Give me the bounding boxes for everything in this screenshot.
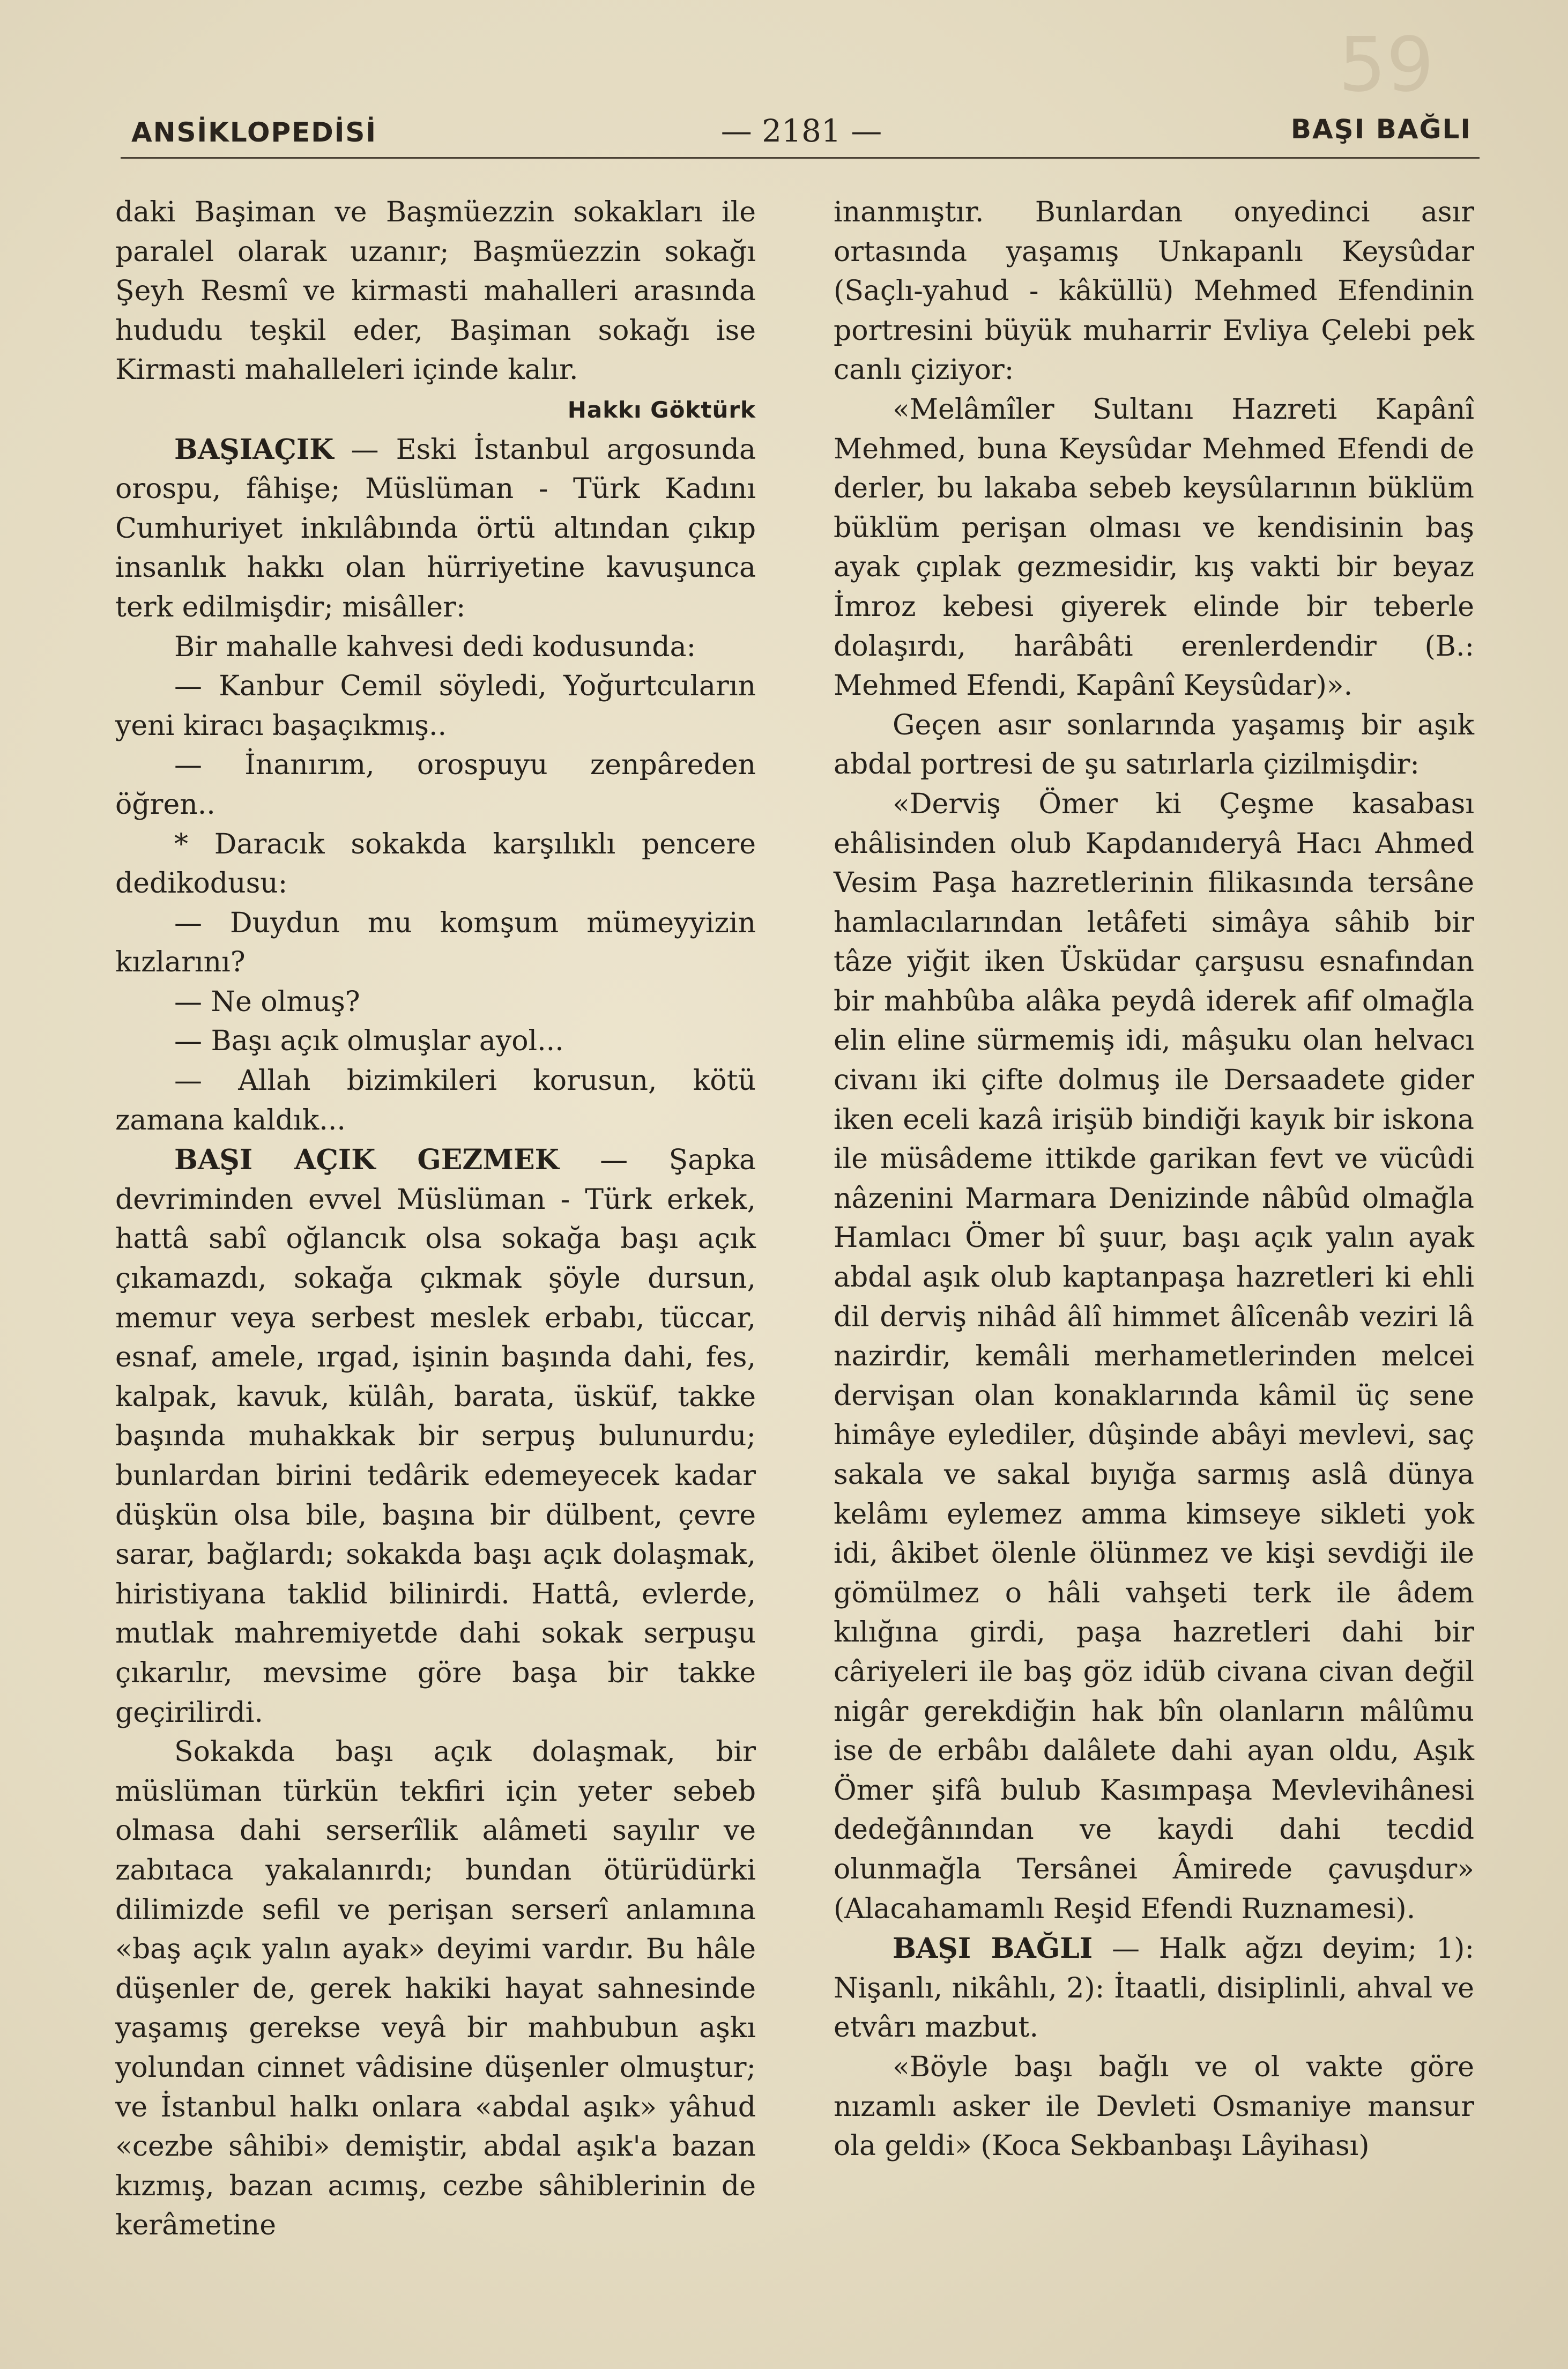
paragraph: — Ne olmuş?: [174, 985, 360, 1018]
paragraph: — Kanbur Cemil söyledi, Yoğurtcuların yeni kiracı başaçıkmış..: [115, 670, 756, 742]
header-left: ANSİKLOPEDİSİ: [131, 117, 377, 148]
paragraph: «Melâmîler Sultanı Hazreti Kapânî Mehmed, buna Keysûdar Mehmed Efendi de derler, bu lakaba sebeb keysûlarının büklüm büklüm perişan olması ve kendisinin baş ayak çıplak gezmesidir, kış vakti bir beyaz İmroz kebesi giyerek elinde bir teberle dolaşırdı, harâbâti erenlerdendir (B.: Mehmed Efendi, Kapânî Keysûdar)».: [834, 393, 1474, 702]
paragraph: «Derviş Ömer ki Çeşme kasabası ehâlisinden olub Kapdanıderyâ Hacı Ahmed Vesim Paşa hazretlerinin filikasında tersâne hamlacılarından letâfeti simâya sâhib bir tâze yiğit iken Üsküdar çarşusu esnafından bir mahbûba alâka peydâ iderek afif olmağla elin eline sürmemiş idi, mâşuku olan helvacı civanı iki çifte dolmuş ile Dersaadete gider iken eceli kazâ irişüb bindiği kayık bir iskona ile müsâdeme ittikde garikan fevt ve vücûdi nâzenini Marmara Denizinde nâbûd olmağla Hamlacı Ömer bî şuur, başı açık yalın ayak abdal aşık olub kaptanpaşa hazretleri ki ehli dil derviş nihâd âlî himmet âlîcenâb veziri lâ nazirdir, kemâli merhametlerinden melcei dervişan olan konaklarında kâmil üç sene himâye eylediler, dûşinde abâyi mevlevi, saç sakala ve sakal bıyığa sarmış aslâ dünya kelâmı eylemez amma kimseye sikleti yok idi, âkibet ölenle ölünmez ve kişi sevdiği ile gömülmez o hâli vahşeti terk ile âdem kılığına girdi, paşa hazretleri dahi bir câriyeleri ile baş göz idüb civana civan değil nigâr gerekdiğin hak bîn olanların mâlûmu ise de erbâbı dalâlete dahi ayan oldu, Aşık Ömer şifâ bulub Kasımpaşa Mevlevihânesi dedeğânından ve kaydi dahi tecdid olunmağla Tersânei Âmirede çavuşdur» (Alacahamamlı Reşid Efendi Ruznamesi).: [834, 788, 1474, 1925]
paragraph: Geçen asır sonlarında yaşamış bir aşık abdal portresi de şu satırlarla çizilmişdir:: [834, 709, 1474, 781]
paragraph: * Daracık sokakda karşılıklı pencere dedikodusu:: [115, 828, 756, 900]
corner-mark: 59: [1338, 21, 1434, 109]
paragraph: Sokakda başı açık dolaşmak, bir müslüman türkün tekfiri için yeter sebeb olmasa dahi serserîlik alâmeti sayılır ve zabıtaca yakalanırdı; bundan ötürüdürki dilimizde sefil ve perişan serserî anlamına «baş açık yalın ayak» deyimi vardır. Bu hâle düşenler de, gerek hakiki hayat sahnesinde yaşamış gerekse veyâ bir mahbubun aşkı yolundan cinnet vâdisine düşenler olmuştur; ve İstanbul halkı onlara «abdal aşık» yâhud «cezbe sâhibi» demiştir, abdal aşık'a bazan kızmış, bazan acımış, cezbe sâhiblerinin de kerâmetine: [115, 1736, 756, 2242]
paragraph: — İnanırım, orospuyu zenpâreden öğren..: [115, 749, 756, 821]
header-right: BAŞI BAĞLI: [1290, 114, 1472, 145]
right-column: [834, 193, 1474, 2166]
entry-definition: — Eski İstanbul argosunda orospu, fâhişe; Müslüman - Türk Kadını Cumhuriyet inkılâbında örtü altından çıkıp insanlık hakkı olan hürriyetine kavuşunca terk edilmişdir; misâller:: [115, 433, 756, 623]
paragraph: — Duydun mu komşum mümeyyizin kızlarını?: [115, 907, 756, 979]
dictionary-entry: [834, 1929, 1474, 2048]
dictionary-entry: [115, 430, 756, 628]
paragraph: daki Başiman ve Başmüezzin sokakları ile paralel olarak uzanır; Başmüezzin sokağı Şeyh Resmî ve kirmasti mahalleri arasında hududu teşkil eder, Başiman sokağı ise Kirmasti mahalleleri içinde kalır.: [115, 196, 756, 387]
entry-definition: — Şapka devriminden evvel Müslüman - Türk erkek, hattâ sabî oğlancık olsa sokağa başı açık çıkamazdı, sokağa çıkmak şöyle dursun, memur veya serbest meslek erbabı, tüccar, esnaf, amele, ırgad, işinin başında dahi, fes, kalpak, kavuk, külâh, barata, üsküf, takke başında muhakkak bir serpuş bulunurdu; bunlardan birini tedârik edemeyecek kadar düşkün olsa bile, başına bir dülbent, çevre sarar, bağlardı; sokakda başı açık dolaşmak, hiristiyana taklid bilinirdi. Hattâ, evlerde, mutlak mahremiyetde dahi sokak serpuşu çıkarılır, mevsime göre başa bir takke geçirilirdi.: [115, 1144, 756, 1729]
paragraph: — Allah bizimkileri korusun, kötü zamana kaldık...: [115, 1065, 756, 1137]
entry-term: BAŞI AÇIK GEZMEK: [174, 1143, 559, 1177]
paragraph: «Böyle başı bağlı ve ol vakte göre nızamlı asker ile Devleti Osmaniye mansur ola geldi» (Koca Sekbanbaşı Lâyihası): [834, 2051, 1474, 2163]
paragraph: inanmıştır. Bunlardan onyedinci asır ortasında yaşamış Unkapanlı Keysûdar (Saçlı-yahud - kâküllü) Mehmed Efendinin portresini büyük muharrir Evliya Çelebi pek canlı çiziyor:: [834, 196, 1474, 387]
paragraph: Bir mahalle kahvesi dedi kodusunda:: [174, 630, 696, 663]
entry-definition: — Halk ağzı deyim; 1): Nişanlı, nikâhlı, 2): İtaatli, disiplinli, ahval ve etvârı mazbut.: [834, 1933, 1474, 2044]
paragraph: — Başı açık olmuşlar ayol...: [174, 1025, 564, 1058]
running-header: [131, 107, 1472, 155]
author-signature: Hakkı Göktürk: [567, 396, 756, 423]
left-column: [115, 193, 756, 2246]
header-rule: [121, 157, 1480, 159]
entry-term: BAŞI BAĞLI: [893, 1932, 1093, 1965]
page-number: — 2181 —: [720, 113, 882, 149]
dictionary-entry: [115, 1140, 756, 1733]
entry-term: BAŞIAÇIK: [174, 433, 334, 466]
